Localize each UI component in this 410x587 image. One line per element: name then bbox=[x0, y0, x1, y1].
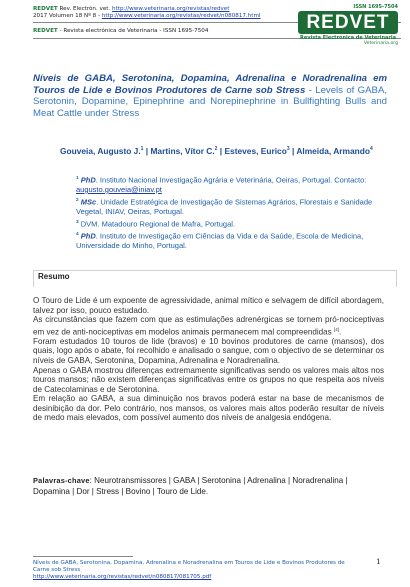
author-affil-number: 4 bbox=[370, 146, 373, 152]
abstract-paragraph: O Touro de Lide é um expoente de agressividade, animal mítico e selvagem de difícil abordagem, talvez por isso, pouco estudado. bbox=[33, 296, 384, 315]
affiliation-number: 2 bbox=[76, 197, 79, 203]
resumo-heading: Resumo bbox=[38, 272, 70, 281]
contact-email-link[interactable]: augusto.gouveia@iniav.pt bbox=[76, 184, 162, 194]
journal-brand: REDVET bbox=[33, 28, 58, 34]
affiliation-item bbox=[76, 218, 390, 229]
affiliation-text: DVM. Matadouro Regional de Mafra, Portugal. bbox=[80, 219, 236, 229]
abstract-body bbox=[33, 296, 384, 423]
author-name: Almeida, Armando bbox=[296, 145, 370, 156]
citation-ref: [4] bbox=[333, 326, 339, 332]
author-affil-number: 1 bbox=[140, 146, 144, 152]
keywords bbox=[33, 475, 384, 497]
affiliation-text: . Instituto Nacional Investigação Agrária e Veterinária, Oeiras, Portugal. Contacto: bbox=[95, 175, 367, 185]
journal-subtitle: Rev. Electrón. vet. bbox=[57, 6, 113, 12]
author-name: Martins, Vítor C. bbox=[150, 145, 215, 156]
affiliation-item bbox=[76, 230, 390, 250]
resumo-frame bbox=[33, 270, 397, 287]
page-number: 1 bbox=[376, 557, 381, 566]
title-english: Levels of GABA, Serotonin, Dopamine, Epinephrine and Norepinephrine in Bullfighting Bulls and Meat Cattle under Stress bbox=[33, 84, 388, 119]
affiliation-number: 1 bbox=[76, 176, 79, 181]
article-title bbox=[33, 73, 387, 119]
keywords-label: Palavras-chave bbox=[33, 476, 90, 485]
journal-header bbox=[33, 6, 293, 20]
affiliation-degree: MSc bbox=[80, 197, 97, 207]
abstract-text: As circunstâncias que fazem com que as estimulações adrenérgicas se tornem pró-nociceptivas em vez de anti-nociceptivas em modelos animais permanecem mal compreendidas bbox=[33, 315, 384, 337]
affiliation-number: 3 bbox=[76, 219, 79, 225]
footer-divider bbox=[33, 556, 133, 557]
author-list: Gouveia, Augusto J.$^1$ | Martins, Vítor C.$^2$ | Esteves, Eurico$^3$ | Almeida, Armando$^4$ bbox=[60, 145, 373, 156]
abstract-paragraph: Apenas o GABA mostrou diferenças extremamente significativas sendo os valores mais altos nos touros mansos; não existem diferenças significativas entre os grupos no que respeita aos níveis de Catecolaminas e de Serotonina. bbox=[33, 365, 384, 394]
title-portuguese: Níveis de GABA, Serotonina, Dopamina, Adrenalina e Noradrenalina em Touros de Lide e Bovinos Produtores de Carne sob Stress bbox=[33, 73, 387, 96]
abstract-paragraph bbox=[33, 315, 384, 337]
affiliation-text: . Unidade Estratégica de Investigação de Sistemas Agrários, Florestais e Sanidade Vegetal, INIAV, Oeiras, Portugal. bbox=[76, 197, 373, 216]
footer-title: Níveis de GABA, Serotonina, Dopamina, Adrenalina e Noradrenalina em Touros de Lide e Bovinos Produtores de Carne sob Stress bbox=[33, 560, 345, 573]
author-name: Esteves, Eurico bbox=[224, 145, 287, 156]
logo-url: Veterinaria.org bbox=[363, 41, 398, 46]
abstract-text: . bbox=[338, 327, 342, 337]
affiliations bbox=[76, 174, 390, 252]
journal-issn-line bbox=[33, 28, 293, 35]
affiliation-number: 4 bbox=[76, 232, 79, 238]
title-separator: - bbox=[305, 84, 316, 96]
author-affil-number: 3 bbox=[286, 146, 290, 152]
affiliation-text: . Instituto de Investigação em Ciências da Vida e da Saúde, Escola de Medicina, Universidade do Minho, Portugal. bbox=[76, 231, 364, 250]
affiliation-degree: PhD bbox=[80, 175, 96, 185]
issue-url-link[interactable]: http://www.veterinaria.org/revistas/redvet/n080817.html bbox=[101, 13, 261, 19]
abstract-paragraph: Em relação ao GABA, a sua diminuição nos bravos poderá estar na base de mecanismos de desinibição da dor. Pelo contrário, nos mansos, os valores mais altos poderão resultar de níveis de medo mais elevados, com possível aumento dos níveis de analgesia endógena. bbox=[33, 394, 384, 423]
logo-issn: ISSN 1695-7504 bbox=[353, 4, 398, 10]
author-affil-number: 2 bbox=[214, 146, 218, 152]
author-name: Gouveia, Augusto J. bbox=[60, 145, 141, 156]
volume-info: 2017 Volumen 18 Nº 8 - bbox=[33, 13, 102, 19]
keywords-text: : Neurotransmissores | GABA | Serotonina | Adrenalina | Noradrenalina | Dopamina | Dor | Stress | Bovino | Touro de Lide. bbox=[33, 476, 348, 496]
affiliation-item bbox=[76, 196, 390, 216]
affiliation-degree: PhD bbox=[80, 231, 96, 241]
redvet-logo bbox=[292, 4, 402, 48]
journal-short-name: REDVET bbox=[33, 6, 58, 12]
logo-wordmark: REDVET bbox=[298, 11, 398, 34]
logo-subtitle: Revista Electrónica de Veterinaria bbox=[300, 35, 396, 41]
affiliation-item bbox=[76, 174, 390, 194]
journal-url-link[interactable]: http://www.veterinaria.org/revistas/redvet bbox=[112, 6, 230, 12]
footer-pdf-link[interactable]: http://www.veterinaria.org/revistas/redvet/n080817/081705.pdf bbox=[33, 574, 212, 580]
journal-issn-text: - Revista electrónica de Veterinaria - ISSN 1695-7504 bbox=[57, 28, 209, 34]
page-footer bbox=[33, 560, 363, 581]
abstract-paragraph: Foram estudados 10 touros de lide (bravos) e 10 bovinos produtores de carne (mansos), dos quais, logo após o abate, foi recolhido e analisado o sangue, com o objectivo de se determinar os níveis de GABA, Serotonina, Dopamina, Adrenalina e Noradrenalina. bbox=[33, 336, 384, 365]
